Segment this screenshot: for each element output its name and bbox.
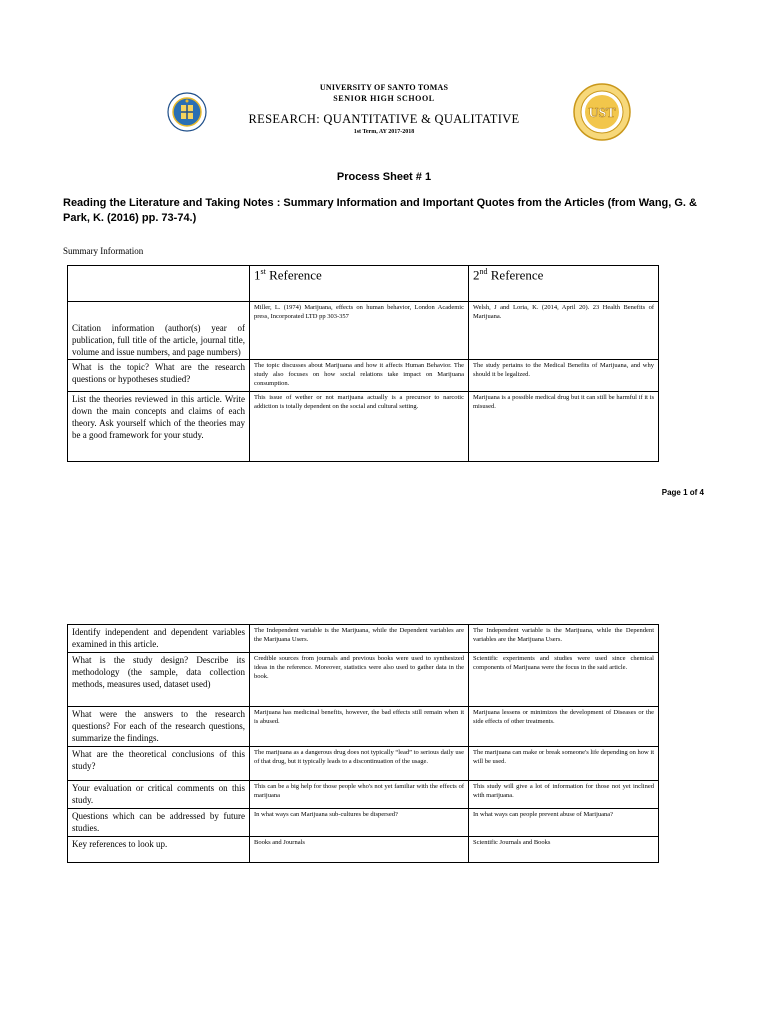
question-cell: What is the study design? Describe its methodology (the sample, data collection methods, measures used, dataset used) [68, 653, 250, 707]
table-row [68, 837, 659, 863]
ref1-answer-cell: The topic discusses about Marijuana and how it affects Human Behavior. The study also focuses on how social relations take impact on Marijuana consumption. [250, 360, 469, 392]
question-cell: What are the theoretical conclusions of this study? [68, 747, 250, 781]
table-row [68, 360, 659, 392]
table-row [68, 302, 659, 360]
table-row [68, 781, 659, 809]
ref1-answer-cell: Marijuana has medicinal benefits, however, the bad effects still remain when it is abused. [250, 707, 469, 747]
table-row [68, 653, 659, 707]
ust-logo-text: UST [588, 106, 616, 121]
ref1-answer-cell: The Independent variable is the Marijuana, while the Dependent variables are the Marijuana Users. [250, 625, 469, 653]
ref1-answer-cell: This can be a big help for those people who's not yet familiar with the effects of marijuana [250, 781, 469, 809]
ref2-answer-cell: Scientific experiments and studies were used since chemical components of Marijuana were the focus in the said article. [469, 653, 659, 707]
reference-1-header: 1st Reference [250, 266, 469, 302]
term-label: 1st Term, AY 2017-2018 [353, 129, 415, 135]
question-cell: Key references to look up. [68, 837, 250, 863]
ref1-answer-cell: Miller, L. (1974) Marijuana, effects on human behavior, London Academic press, Incorporated LTD pp 303-357 [250, 302, 469, 360]
question-cell: Your evaluation or critical comments on this study. [68, 781, 250, 809]
table-row [68, 747, 659, 781]
university-name: UNIVERSITY OF SANTO TOMAS [319, 83, 449, 92]
section-label: Summary Information [63, 246, 144, 256]
table-row [68, 392, 659, 462]
reference-2-header: 2nd Reference [469, 266, 659, 302]
ref2-answer-cell: This study will give a lot of information for those not yet inclined with marijuana. [469, 781, 659, 809]
ref1-answer-cell: This issue of wether or not marijuana actually is a precursor to narcotic addiction is totally dependent on the social and cultural setting. [250, 392, 469, 462]
ref1-answer-cell: Credible sources from journals and previous books were used to synthesized ideas in the reference. Moreover, statistics were also used to gather data in the book. [250, 653, 469, 707]
question-cell: What is the topic? What are the research questions or hypotheses studied? [68, 360, 250, 392]
ref2-answer-cell: Marijuana is a possible medical drug but it can still be harmful if it is misused. [469, 392, 659, 462]
ref2-answer-cell: In what ways can people prevent abuse of Marijuana? [469, 809, 659, 837]
table-row [68, 707, 659, 747]
reference-header-row [68, 266, 659, 302]
ref1-answer-cell: The marijuana as a dangerous drug does not typically “lead” to serious daily use of that drug, but it typically leads to a discontinuation of the usage. [250, 747, 469, 781]
ref2-answer-cell: Welsh, J and Loria, K. (2014, April 20). 23 Health Benefits of Marijuana. [469, 302, 659, 360]
header-blank-cell [68, 266, 250, 302]
school-name: SENIOR HIGH SCHOOL [333, 94, 435, 103]
ref2-answer-cell: The Independent variable is the Marijuana, while the Dependent variables are the Marijuana Users. [469, 625, 659, 653]
summary-table [67, 265, 659, 462]
table-row [68, 625, 659, 653]
question-cell: What were the answers to the research questions? For each of the research questions, summarize the findings. [68, 707, 250, 747]
ref2-answer-cell: Scientific Journals and Books [469, 837, 659, 863]
question-cell: List the theories reviewed in this article. Write down the main concepts and claims of each theory. Ask yourself which of the theories may be a good framework for your study. [68, 392, 250, 462]
question-cell: Citation information (author(s) year of publication, full title of the article, journal title, volume and issue numbers, and page numbers) [68, 302, 250, 360]
assignment-heading: Reading the Literature and Taking Notes : Summary Information and Important Quotes from the Articles (from Wang, G. & Park, K. (2016) pp. 73-74.) [63, 197, 697, 224]
ref1-answer-cell: Books and Journals [250, 837, 469, 863]
ref2-answer-cell: The study pertains to the Medical Benefits of Marijuana, and why should it be legalized. [469, 360, 659, 392]
ref2-answer-cell: The marijuana can make or break someone's life depending on how it will be used. [469, 747, 659, 781]
ref2-answer-cell: Marijuana lessens or minimizes the development of Diseases or the side effects of other treatments. [469, 707, 659, 747]
ref1-answer-cell: In what ways can Marijuana sub-cultures be dispersed? [250, 809, 469, 837]
analysis-table [67, 624, 659, 863]
sheet-title: Process Sheet # 1 [336, 171, 432, 183]
page-number: Page 1 of 4 [661, 488, 704, 497]
course-title: RESEARCH: QUANTITATIVE & QUALITATIVE [248, 112, 520, 126]
table-row [68, 809, 659, 837]
question-cell: Questions which can be addressed by future studies. [68, 809, 250, 837]
question-cell: Identify independent and dependent variables examined in this article. [68, 625, 250, 653]
